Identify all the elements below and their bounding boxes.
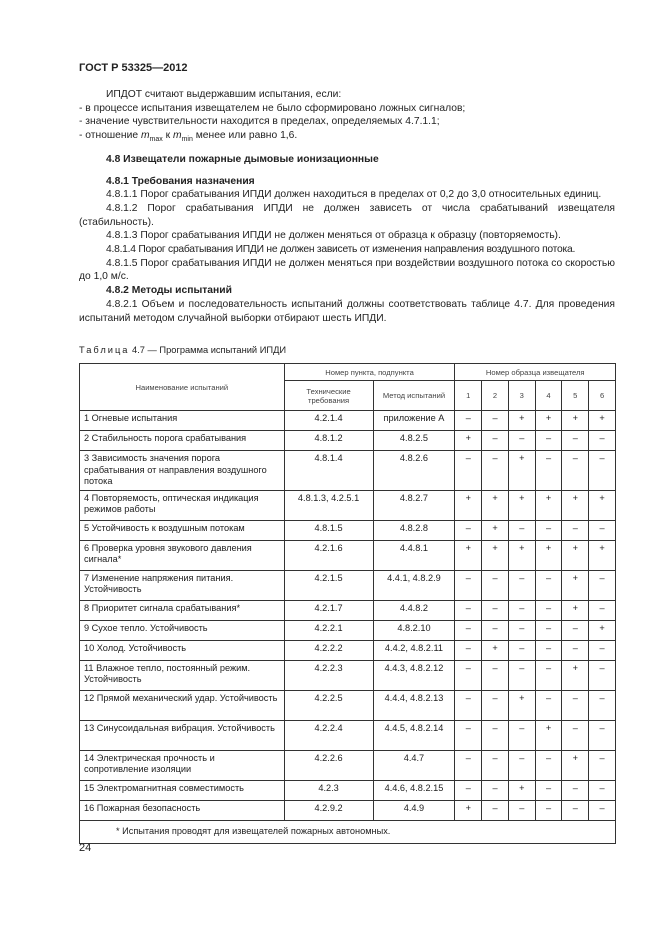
test-name-cell: 3 Зависимость значения порога срабатывания от направления воздушного потока: [80, 451, 285, 491]
paragraph: 4.8.1.1 Порог срабатывания ИПДИ должен находиться в пределах от 0,2 до 3,0 относительных единиц.: [106, 189, 602, 201]
test-name-cell: 14 Электрическая прочность и сопротивление изоляции: [80, 750, 285, 780]
sample-mark-cell: –: [482, 451, 509, 491]
sample-mark-cell: +: [535, 540, 562, 570]
table-caption: [79, 345, 286, 355]
sample-mark-cell: –: [589, 720, 616, 750]
sample-mark-cell: –: [589, 660, 616, 690]
sample-mark-cell: –: [535, 600, 562, 620]
table-row: [80, 690, 616, 720]
table-row: [80, 600, 616, 620]
test-name-cell: 16 Пожарная безопасность: [80, 800, 285, 820]
sample-mark-cell: +: [535, 720, 562, 750]
test-name-cell: 6 Проверка уровня звукового давления сигнала*: [80, 540, 285, 570]
sample-mark-cell: –: [535, 800, 562, 820]
sample-mark-cell: –: [589, 431, 616, 451]
test-name-cell: 9 Сухое тепло. Устойчивость: [80, 620, 285, 640]
sample-mark-cell: –: [508, 431, 535, 451]
method-clause-cell: 4.4.8.2: [373, 600, 455, 620]
sample-mark-cell: +: [562, 750, 589, 780]
max-sub: max: [149, 136, 163, 144]
ratio-prefix: - отношение: [79, 130, 141, 142]
method-clause-cell: 4.4.1, 4.8.2.9: [373, 570, 455, 600]
sample-mark-cell: –: [589, 570, 616, 600]
sample-mark-cell: –: [455, 660, 482, 690]
sample-mark-cell: +: [562, 411, 589, 431]
sample-mark-cell: –: [482, 750, 509, 780]
method-clause-cell: 4.8.2.7: [373, 490, 455, 520]
sample-mark-cell: –: [508, 570, 535, 600]
page-number: 24: [79, 842, 92, 854]
sample-mark-cell: +: [508, 451, 535, 491]
sample-mark-cell: –: [535, 431, 562, 451]
intro-item: - в процессе испытания извещателем не было сформировано ложных сигналов;: [79, 102, 466, 114]
sample-mark-cell: –: [535, 750, 562, 780]
table-row: [80, 451, 616, 491]
test-program-table: [79, 363, 616, 844]
method-clause-cell: 4.8.2.10: [373, 620, 455, 640]
test-name-cell: 12 Прямой механический удар. Устойчивость: [80, 690, 285, 720]
intro-ratio: [79, 129, 615, 147]
header-sample-4: 4: [535, 381, 562, 411]
sample-mark-cell: –: [535, 780, 562, 800]
sample-mark-cell: –: [535, 520, 562, 540]
method-clause-cell: 4.4.7: [373, 750, 455, 780]
sample-mark-cell: –: [455, 451, 482, 491]
method-clause-cell: 4.4.4, 4.8.2.13: [373, 690, 455, 720]
sample-mark-cell: +: [482, 490, 509, 520]
header-sample-1: 1: [455, 381, 482, 411]
method-clause-cell: 4.8.2.5: [373, 431, 455, 451]
sample-mark-cell: –: [455, 720, 482, 750]
sample-mark-cell: –: [482, 660, 509, 690]
method-clause-cell: 4.8.2.8: [373, 520, 455, 540]
table-footnote: * Испытания проводят для извещателей пожарных автономных.: [80, 820, 616, 843]
table-row: [80, 640, 616, 660]
test-name-cell: 5 Устойчивость к воздушным потокам: [80, 520, 285, 540]
sample-mark-cell: –: [482, 411, 509, 431]
method-clause-cell: 4.4.9: [373, 800, 455, 820]
sample-mark-cell: –: [508, 800, 535, 820]
sample-mark-cell: –: [455, 690, 482, 720]
table-row: [80, 620, 616, 640]
tech-clause-cell: 4.8.1.5: [284, 520, 373, 540]
sample-mark-cell: –: [535, 660, 562, 690]
header-sample-2: 2: [482, 381, 509, 411]
sample-mark-cell: –: [482, 570, 509, 600]
sample-mark-cell: –: [508, 750, 535, 780]
sample-mark-cell: +: [562, 540, 589, 570]
sample-mark-cell: +: [562, 600, 589, 620]
sample-mark-cell: –: [455, 411, 482, 431]
test-name-cell: 11 Влажное тепло, постоянный режим. Устойчивость: [80, 660, 285, 690]
header-sample-6: 6: [589, 381, 616, 411]
sample-mark-cell: +: [589, 540, 616, 570]
sample-mark-cell: +: [589, 620, 616, 640]
sample-mark-cell: –: [589, 600, 616, 620]
method-clause-cell: 4.4.2, 4.8.2.11: [373, 640, 455, 660]
tech-clause-cell: 4.8.1.4: [284, 451, 373, 491]
method-clause-cell: приложение А: [373, 411, 455, 431]
sample-mark-cell: –: [562, 620, 589, 640]
sample-mark-cell: +: [455, 490, 482, 520]
tech-clause-cell: 4.2.1.6: [284, 540, 373, 570]
header-sample-3: 3: [508, 381, 535, 411]
sample-mark-cell: +: [482, 520, 509, 540]
table-row: [80, 431, 616, 451]
sample-mark-cell: –: [482, 800, 509, 820]
tech-clause-cell: 4.2.2.4: [284, 720, 373, 750]
sample-mark-cell: –: [589, 451, 616, 491]
sample-mark-cell: +: [455, 431, 482, 451]
ratio-mid: к: [162, 130, 173, 142]
method-clause-cell: 4.4.3, 4.8.2.12: [373, 660, 455, 690]
header-clause: Номер пункта, подпункта: [284, 364, 455, 381]
sample-mark-cell: –: [508, 660, 535, 690]
intro-item: - значение чувствительности находится в пределах, определяемых 4.7.1.1;: [79, 116, 440, 128]
paragraph: 4.8.1.5 Порог срабатывания ИПДИ не должен меняться при воздействии воздушного потока со скоростью до 1,0 м/с.: [79, 257, 615, 283]
header-test-name: Наименование испытаний: [80, 364, 285, 411]
sample-mark-cell: +: [562, 570, 589, 600]
sample-mark-cell: –: [562, 720, 589, 750]
subsection-heading: 4.8.2 Методы испытаний: [106, 285, 232, 297]
test-name-cell: 15 Электромагнитная совместимость: [80, 780, 285, 800]
sample-mark-cell: –: [535, 570, 562, 600]
sample-mark-cell: +: [535, 411, 562, 431]
tech-clause-cell: 4.2.9.2: [284, 800, 373, 820]
method-clause-cell: 4.4.6, 4.8.2.15: [373, 780, 455, 800]
paragraph: 4.8.2.1 Объем и последовательность испытаний должны соответствовать таблице 4.7. Для проведения испытаний методом случайной выборки отбирают шесть ИПДИ.: [79, 298, 615, 324]
test-name-cell: 13 Синусоидальная вибрация. Устойчивость: [80, 720, 285, 750]
sample-mark-cell: –: [589, 690, 616, 720]
sample-mark-cell: –: [562, 520, 589, 540]
table-row: [80, 411, 616, 431]
tech-clause-cell: 4.2.1.5: [284, 570, 373, 600]
paragraph: 4.8.1.3 Порог срабатывания ИПДИ не должен меняться от образца к образцу (повторяемость).: [106, 230, 561, 242]
test-name-cell: 7 Изменение напряжения питания. Устойчивость: [80, 570, 285, 600]
sample-mark-cell: –: [589, 750, 616, 780]
sample-mark-cell: –: [562, 780, 589, 800]
sample-mark-cell: –: [508, 520, 535, 540]
method-clause-cell: 4.8.2.6: [373, 451, 455, 491]
sample-mark-cell: –: [562, 431, 589, 451]
method-clause-cell: 4.4.8.1: [373, 540, 455, 570]
ratio-suffix: менее или равно 1,6.: [192, 130, 298, 142]
sample-mark-cell: –: [589, 800, 616, 820]
intro-lead: ИПДОТ считают выдержавшим испытания, если:: [106, 89, 342, 100]
tech-clause-cell: 4.2.1.7: [284, 600, 373, 620]
sample-mark-cell: –: [535, 690, 562, 720]
sample-mark-cell: –: [508, 720, 535, 750]
sample-mark-cell: +: [508, 780, 535, 800]
sample-mark-cell: +: [589, 411, 616, 431]
caption-title: 4.7 — Программа испытаний ИПДИ: [129, 345, 287, 355]
sample-mark-cell: –: [482, 780, 509, 800]
tech-clause-cell: 4.8.1.3, 4.2.5.1: [284, 490, 373, 520]
sample-mark-cell: +: [482, 640, 509, 660]
sample-mark-cell: +: [455, 800, 482, 820]
sample-mark-cell: +: [535, 490, 562, 520]
sample-mark-cell: –: [535, 451, 562, 491]
sample-mark-cell: –: [455, 640, 482, 660]
sample-mark-cell: –: [482, 690, 509, 720]
document-header: ГОСТ Р 53325—2012: [79, 62, 188, 74]
sample-mark-cell: +: [508, 411, 535, 431]
test-name-cell: 1 Огневые испытания: [80, 411, 285, 431]
sample-mark-cell: +: [589, 490, 616, 520]
tech-clause-cell: 4.2.2.5: [284, 690, 373, 720]
table-row: [80, 540, 616, 570]
sample-mark-cell: –: [589, 640, 616, 660]
paragraph: 4.8.1.4 Порог срабатывания ИПДИ не должен зависеть от изменения направления воздушного потока.: [106, 244, 576, 256]
min-sub: min: [181, 136, 193, 144]
table-row: [80, 800, 616, 820]
sample-mark-cell: –: [508, 600, 535, 620]
sample-mark-cell: +: [482, 540, 509, 570]
sample-mark-cell: –: [455, 520, 482, 540]
sample-mark-cell: +: [562, 660, 589, 690]
test-name-cell: 4 Повторяемость, оптическая индикация режимов работы: [80, 490, 285, 520]
sample-mark-cell: –: [455, 620, 482, 640]
sample-mark-cell: +: [508, 490, 535, 520]
sample-mark-cell: –: [482, 600, 509, 620]
table-row: [80, 520, 616, 540]
sample-mark-cell: +: [508, 690, 535, 720]
caption-word: Таблица: [79, 345, 130, 355]
sample-mark-cell: –: [508, 640, 535, 660]
sample-mark-cell: –: [455, 750, 482, 780]
sample-mark-cell: –: [562, 690, 589, 720]
sample-mark-cell: –: [482, 431, 509, 451]
tech-clause-cell: 4.2.3: [284, 780, 373, 800]
tech-clause-cell: 4.2.2.2: [284, 640, 373, 660]
header-sample-5: 5: [562, 381, 589, 411]
test-name-cell: 8 Приоритет сигнала срабатывания*: [80, 600, 285, 620]
sample-mark-cell: –: [455, 570, 482, 600]
footnote-row: [80, 820, 616, 843]
sample-mark-cell: +: [455, 540, 482, 570]
sample-mark-cell: –: [455, 780, 482, 800]
table-row: [80, 780, 616, 800]
sample-mark-cell: –: [482, 720, 509, 750]
tech-clause-cell: 4.8.1.2: [284, 431, 373, 451]
m-symbol: m: [140, 130, 150, 142]
body-text: [79, 88, 615, 325]
sample-mark-cell: +: [508, 540, 535, 570]
sample-mark-cell: –: [455, 600, 482, 620]
sample-mark-cell: –: [535, 620, 562, 640]
table-row: [80, 660, 616, 690]
test-name-cell: 2 Стабильность порога срабатывания: [80, 431, 285, 451]
tech-clause-cell: 4.2.2.1: [284, 620, 373, 640]
paragraph: 4.8.1.2 Порог срабатывания ИПДИ не должен зависеть от числа срабатываний извещателя (стабильность).: [79, 202, 615, 228]
tech-clause-cell: 4.2.2.6: [284, 750, 373, 780]
header-method: Метод испытаний: [373, 381, 455, 411]
header-samples: Номер образца извещателя: [455, 364, 616, 381]
subsection-heading: 4.8.1 Требования назначения: [106, 175, 255, 187]
sample-mark-cell: –: [535, 640, 562, 660]
table-row: [80, 490, 616, 520]
table-row: [80, 570, 616, 600]
sample-mark-cell: –: [589, 520, 616, 540]
sample-mark-cell: +: [562, 490, 589, 520]
tech-clause-cell: 4.2.2.3: [284, 660, 373, 690]
sample-mark-cell: –: [482, 620, 509, 640]
section-heading: 4.8 Извещатели пожарные дымовые ионизационные: [106, 153, 379, 165]
m-symbol: m: [172, 130, 182, 142]
header-tech: Технические требования: [284, 381, 373, 411]
tech-clause-cell: 4.2.1.4: [284, 411, 373, 431]
table-row: [80, 750, 616, 780]
sample-mark-cell: –: [589, 780, 616, 800]
test-name-cell: 10 Холод. Устойчивость: [80, 640, 285, 660]
method-clause-cell: 4.4.5, 4.8.2.14: [373, 720, 455, 750]
sample-mark-cell: –: [562, 800, 589, 820]
sample-mark-cell: –: [508, 620, 535, 640]
sample-mark-cell: –: [562, 640, 589, 660]
sample-mark-cell: –: [562, 451, 589, 491]
table-row: [80, 720, 616, 750]
